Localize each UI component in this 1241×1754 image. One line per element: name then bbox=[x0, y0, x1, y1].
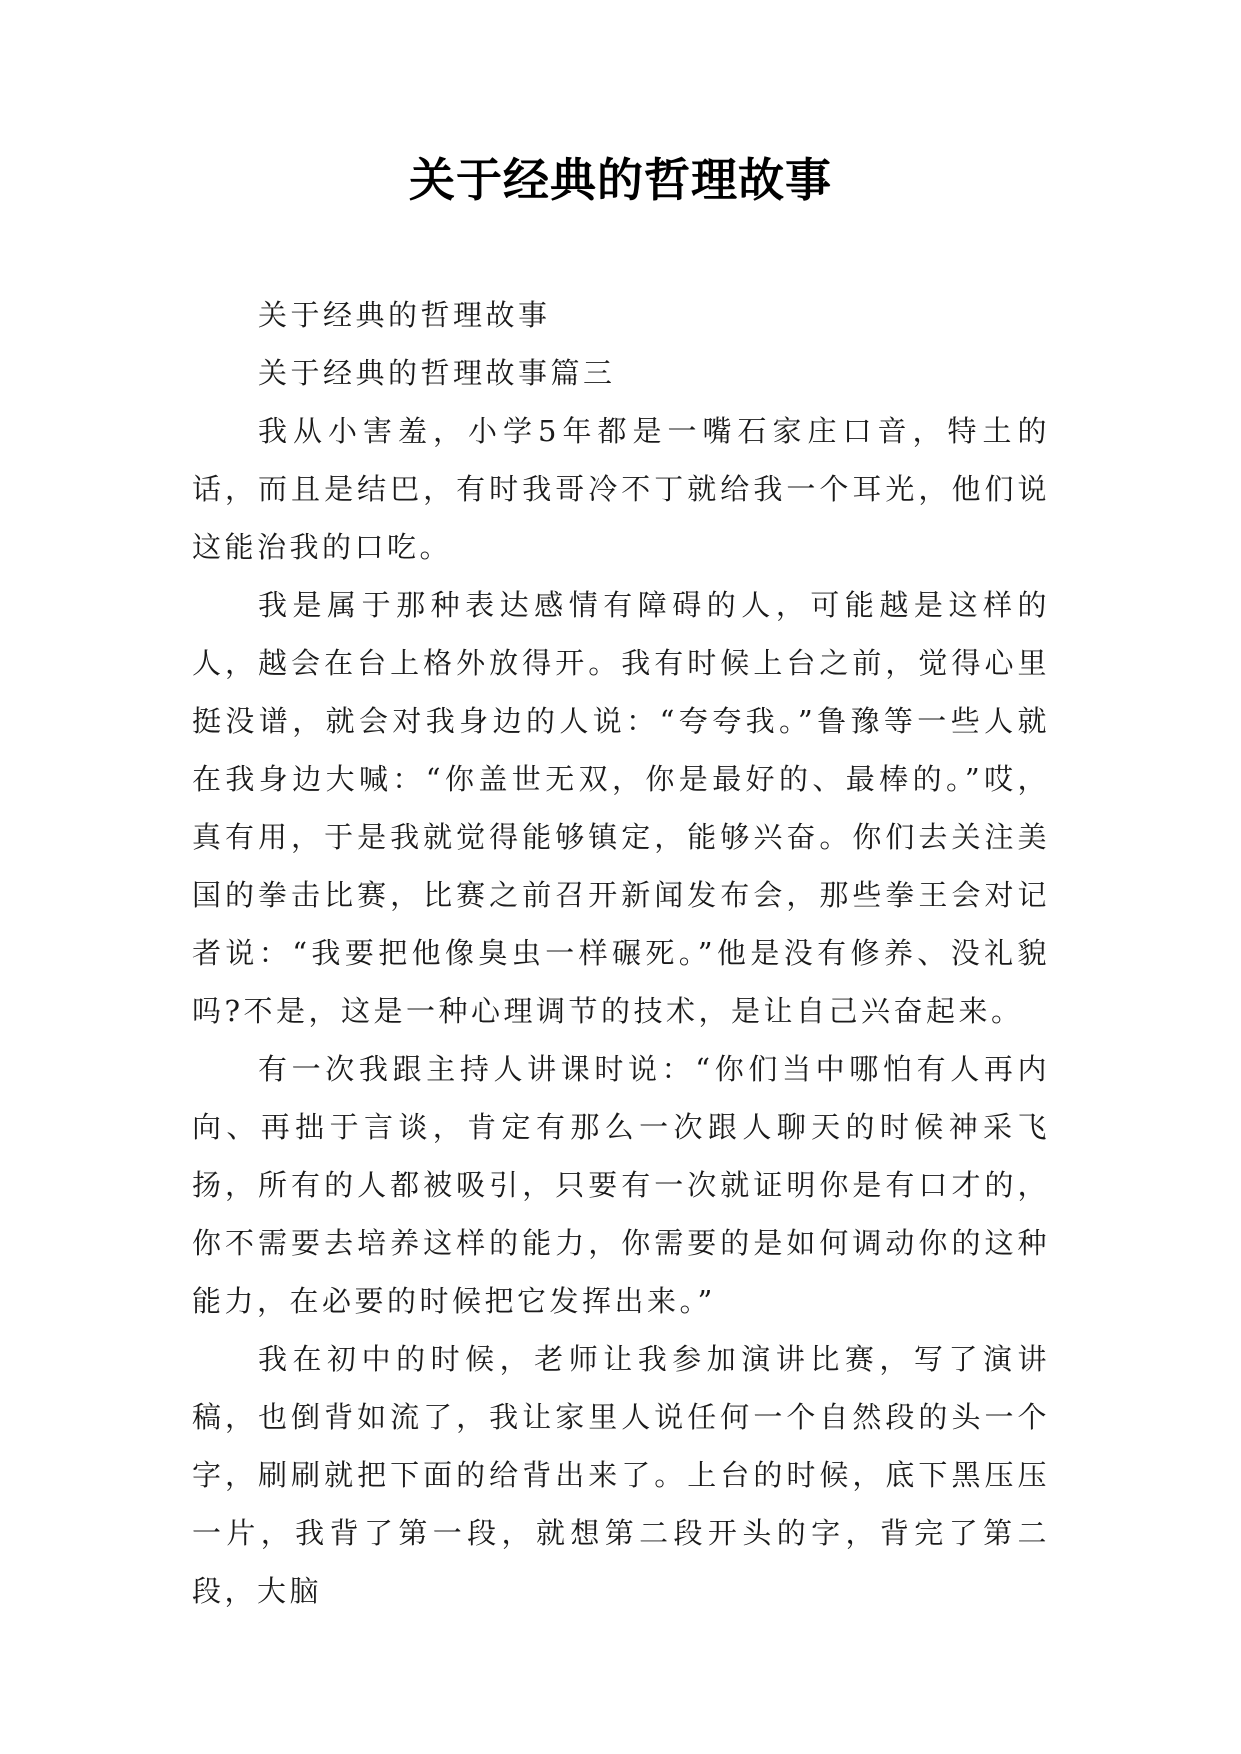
paragraph: 我从小害羞，小学5年都是一嘴石家庄口音，特土的话，而且是结巴，有时我哥冷不丁就给我一个耳光，他们说这能治我的口吃。 bbox=[192, 414, 1050, 564]
paragraph: 我在初中的时候，老师让我参加演讲比赛，写了演讲稿，也倒背如流了，我让家里人说任何一个自然段的头一个字，刷刷就把下面的给背出来了。上台的时候，底下黑压压一片，我背了第一段，就想第二段开头的字，背完了第二段，大脑 bbox=[192, 1342, 1050, 1608]
paragraph: 关于经典的哲理故事篇三 bbox=[258, 356, 616, 390]
document-title: 关于经典的哲理故事 bbox=[409, 153, 832, 207]
paragraph: 我是属于那种表达感情有障碍的人，可能越是这样的人，越会在台上格外放得开。我有时候上台之前，觉得心里挺没谱，就会对我身边的人说：“夸夸我。”鲁豫等一些人就在我身边大喊：“你盖世无双，你是最好的、最棒的。”哎，真有用，于是我就觉得能够镇定，能够兴奋。你们去关注美国的拳击比赛，比赛之前召开新闻发布会，那些拳王会对记者说：“我要把他像臭虫一样碾死。”他是没有修养、没礼貌吗?不是，这是一种心理调节的技术，是让自己兴奋起来。 bbox=[192, 588, 1050, 1028]
paragraph: 关于经典的哲理故事 bbox=[258, 298, 551, 332]
paragraph: 有一次我跟主持人讲课时说：“你们当中哪怕有人再内向、再拙于言谈，肯定有那么一次跟人聊天的时候神采飞扬，所有的人都被吸引，只要有一次就证明你是有口才的，你不需要去培养这样的能力，你需要的是如何调动你的这种能力，在必要的时候把它发挥出来。” bbox=[192, 1052, 1050, 1318]
document-body bbox=[192, 286, 1050, 1620]
